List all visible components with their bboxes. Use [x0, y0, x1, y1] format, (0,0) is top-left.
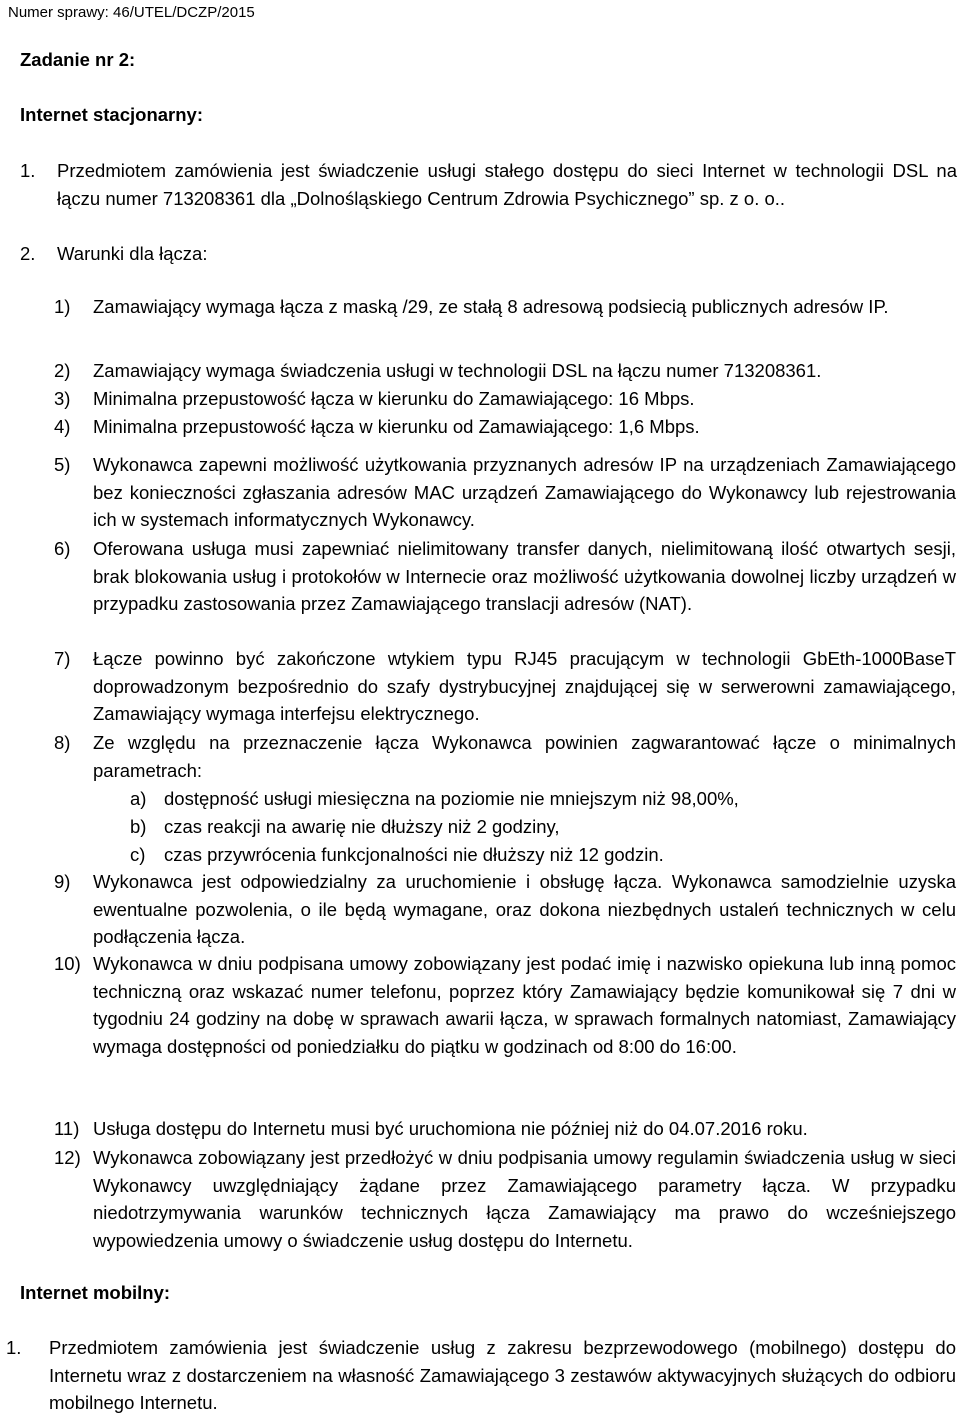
parameter-item — [130, 841, 664, 869]
condition-item — [54, 645, 956, 728]
mobile-point-1-text: Przedmiotem zamówienia jest świadczenie usług z zakresu bezprzewodowego (mobilnego) dostępu do Internetu wraz z dostarczeniem na własność Zamawiającego 3 zestawów aktywacyjnych służących do odbioru mobilnego Internetu. — [49, 1337, 956, 1413]
condition-text: Oferowana usługa musi zapewniać nielimitowany transfer danych, nielimitowaną ilość otwartych sesji, brak blokowania usług i protokołów w Internecie oraz możliwość użytkowania dowolnej liczby urządzeń w przypadku zastosowania przez Zamawiającego translacji adresów (NAT). — [93, 538, 956, 614]
condition-text: Wykonawca jest odpowiedzialny za uruchomienie i obsługę łącza. Wykonawca samodzielnie uzyska ewentualne pozwolenia, o ile będą wymagane, oraz dokona niezbędnych ustaleń technicznych w celu podłączenia łącza. — [93, 871, 956, 947]
condition-text: Minimalna przepustowość łącza w kierunku od Zamawiającego: 1,6 Mbps. — [93, 416, 700, 437]
case-number-header: Numer sprawy: 46/UTEL/DCZP/2015 — [8, 4, 255, 21]
parameter-item — [130, 813, 560, 841]
parameter-letter: b) — [130, 816, 147, 837]
section-title-mobile-internet: Internet mobilny: — [20, 1282, 171, 1303]
condition-number: 2) — [54, 360, 71, 381]
condition-number: 4) — [54, 416, 71, 437]
condition-number: 3) — [54, 388, 71, 409]
condition-number: 6) — [54, 538, 71, 559]
condition-item — [54, 357, 956, 385]
condition-item — [54, 293, 956, 321]
point-2-text: Warunki dla łącza: — [57, 243, 208, 264]
condition-item — [54, 868, 956, 951]
condition-text: Minimalna przepustowość łącza w kierunku do Zamawiającego: 16 Mbps. — [93, 388, 695, 409]
parameter-item — [130, 785, 739, 813]
point-1-body: Przedmiotem zamówienia jest świadczenie usługi stałego dostępu do sieci Internet w technologii DSL na łączu numer 713208361 dla „Dolnośląskiego Centrum Zdrowia Psychicznego” sp. z o. o.. — [57, 160, 957, 209]
parameter-text: dostępność usługi miesięczna na poziomie nie mniejszym niż 98,00%, — [164, 788, 739, 809]
condition-number: 11) — [54, 1118, 80, 1139]
condition-number: 10) — [54, 953, 81, 974]
point-2-number: 2. — [20, 243, 36, 264]
condition-text: Wykonawca zobowiązany jest przedłożyć w dniu podpisania umowy regulamin świadczenia usług w sieci Wykonawcy uwzględniający żądane przez Zamawiającego parametry łącza. W przypadku niedotrzymywania warunków technicznych łącza Zamawiający ma prawo do wcześniejszego wypowiedzenia umowy o świadczenie usług dostępu do Internetu. — [93, 1147, 956, 1251]
condition-number: 1) — [54, 296, 71, 317]
condition-text: Wykonawca w dniu podpisana umowy zobowiązany jest podać imię i nazwisko opiekuna lub inną pomoc techniczną oraz wskazać numer telefonu, poprzez który Zamawiający będzie komunikował się 7 dni w tygodniu 24 godziny na dobę w sprawach awarii łącza, w sprawach formalnych natomiast, Zamawiający wymaga dostępności od poniedziałku do piątku w godzinach od 8:00 do 16:00. — [93, 953, 956, 1057]
condition-text: Ze względu na przeznaczenie łącza Wykonawca powinien zagwarantować łącze o minimalnych parametrach: — [93, 732, 956, 781]
condition-item — [54, 729, 956, 784]
condition-item — [54, 1144, 956, 1254]
condition-item — [54, 385, 956, 413]
condition-item — [54, 950, 956, 1060]
condition-item — [54, 535, 956, 618]
condition-number: 7) — [54, 648, 71, 669]
point-1-text — [57, 157, 957, 212]
mobile-point-1-number: 1. — [6, 1337, 22, 1358]
condition-text: Usługa dostępu do Internetu musi być uruchomiona nie później niż do 04.07.2016 roku. — [93, 1118, 808, 1139]
parameter-text: czas przywrócenia funkcjonalności nie dłuższy niż 12 godzin. — [164, 844, 664, 865]
condition-number: 12) — [54, 1147, 81, 1168]
condition-text: Zamawiający wymaga łącza z maską /29, ze stałą 8 adresową podsiecią publicznych adresów IP. — [93, 296, 889, 317]
condition-item — [54, 1115, 956, 1143]
condition-number: 5) — [54, 454, 71, 475]
condition-number: 9) — [54, 871, 71, 892]
task-title: Zadanie nr 2: — [20, 49, 136, 70]
point-1-number: 1. — [20, 160, 36, 181]
condition-item — [54, 451, 956, 534]
parameter-text: czas reakcji na awarię nie dłuższy niż 2 godziny, — [164, 816, 560, 837]
condition-text: Wykonawca zapewni możliwość użytkowania przyznanych adresów IP na urządzeniach Zamawiającego bez konieczności zgłaszania adresów MAC urządzeń Zamawiającego do Wykonawcy lub rejestrowania ich w systemach informatycznych Wykonawcy. — [93, 454, 956, 530]
parameter-letter: a) — [130, 788, 147, 809]
condition-number: 8) — [54, 732, 71, 753]
condition-text: Zamawiający wymaga świadczenia usługi w technologii DSL na łączu numer 713208361. — [93, 360, 822, 381]
parameter-letter: c) — [130, 844, 146, 865]
condition-text: Łącze powinno być zakończone wtykiem typu RJ45 pracującym w technologii GbEth-1000BaseT doprowadzonym bezpośrednio do szafy dystrybucyjnej znajdującej się w serwerowni zamawiającego, Zamawiający wymaga interfejsu elektrycznego. — [93, 648, 956, 724]
section-title-fixed-internet: Internet stacjonarny: — [20, 104, 203, 125]
condition-item — [54, 413, 956, 441]
